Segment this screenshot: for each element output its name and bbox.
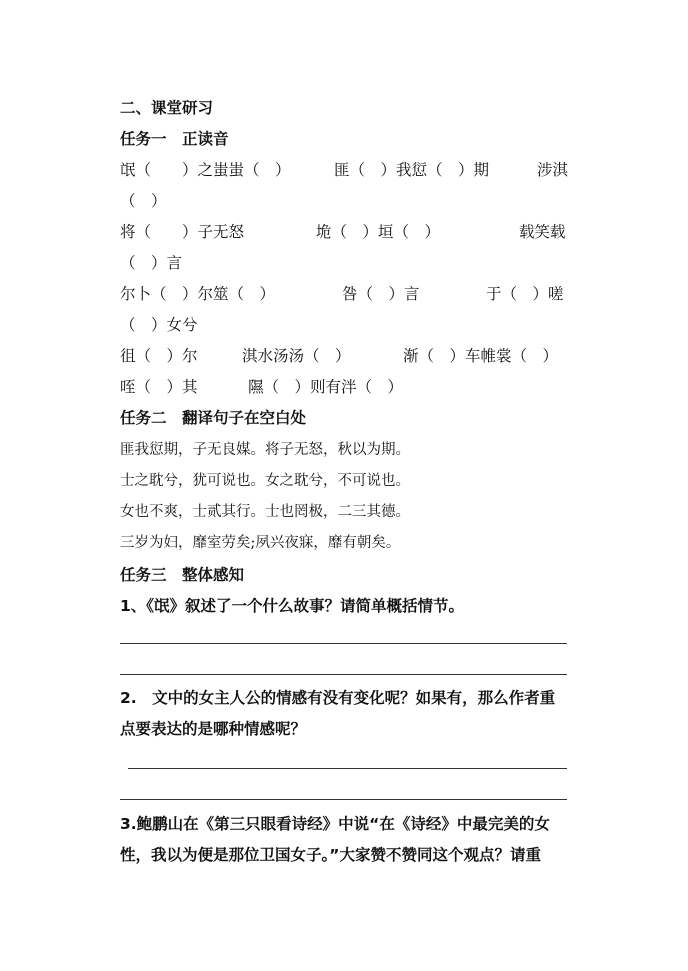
pinyin-item: 涉淇	[537, 161, 569, 179]
question-1: 1、《氓》叙述了一个什么故事？请简单概括情节。	[120, 597, 465, 615]
sentence: 女也不爽，士贰其行。士也罔极，二三其德。	[120, 504, 410, 520]
pinyin-item: 载笑载	[519, 223, 566, 241]
answer-line	[120, 674, 567, 675]
pinyin-item: 渐（ ）车帷裳（ ）	[403, 347, 559, 365]
answer-line	[120, 643, 567, 644]
question-2-line1: 2. 文中的女主人公的情感有没有变化呢？如果有，那么作者重	[120, 689, 556, 707]
pinyin-item: 咥（ ）其	[120, 378, 198, 396]
answer-line	[128, 768, 567, 769]
pinyin-item: 尔卜（ ）尔筮（ ）	[120, 285, 276, 303]
pinyin-item: 隰（ ）则有泮（ ）	[248, 378, 404, 396]
sentence: 三岁为妇，靡室劳矣;夙兴夜寐，靡有朝矣。	[120, 535, 401, 551]
pinyin-item: 氓（ ）之蚩蚩（ ）	[120, 161, 291, 179]
pinyin-item: 垝（ ）垣（ ）	[316, 223, 441, 241]
pinyin-item: 将（ ）子无怒	[120, 223, 245, 241]
pinyin-item: （ ）言	[120, 254, 183, 272]
pinyin-item: 匪（ ）我愆（ ）期	[334, 161, 490, 179]
pinyin-item: 咎（ ）言	[342, 285, 420, 303]
question-3-line1: 3.鲍鹏山在《第三只眼看诗经》中说“在《诗经》中最完美的女	[120, 815, 550, 833]
task3-title: 任务三 整体感知	[120, 566, 245, 584]
pinyin-item: 于（ ）嗟	[486, 285, 564, 303]
task1-title: 任务一 正读音	[120, 130, 229, 148]
section-title: 二、课堂研习	[120, 99, 214, 117]
pinyin-item: 徂（ ）尔	[120, 347, 198, 365]
pinyin-item: 淇水汤汤（ ）	[242, 347, 351, 365]
sentence: 匪我愆期，子无良媒。将子无怒，秋以为期。	[120, 442, 410, 458]
task2-title: 任务二 翻译句子在空白处	[120, 409, 307, 427]
pinyin-item: （ ）	[120, 192, 167, 210]
pinyin-item: （ ）女兮	[120, 316, 198, 334]
answer-line	[120, 799, 567, 800]
question-3-line2: 性，我以为便是那位卫国女子。”大家赞不赞同这个观点？请重	[120, 846, 541, 864]
sentence: 士之耽兮，犹可说也。女之耽兮，不可说也。	[120, 473, 410, 489]
question-2-line2: 点要表达的是哪种情感呢？	[120, 720, 307, 738]
